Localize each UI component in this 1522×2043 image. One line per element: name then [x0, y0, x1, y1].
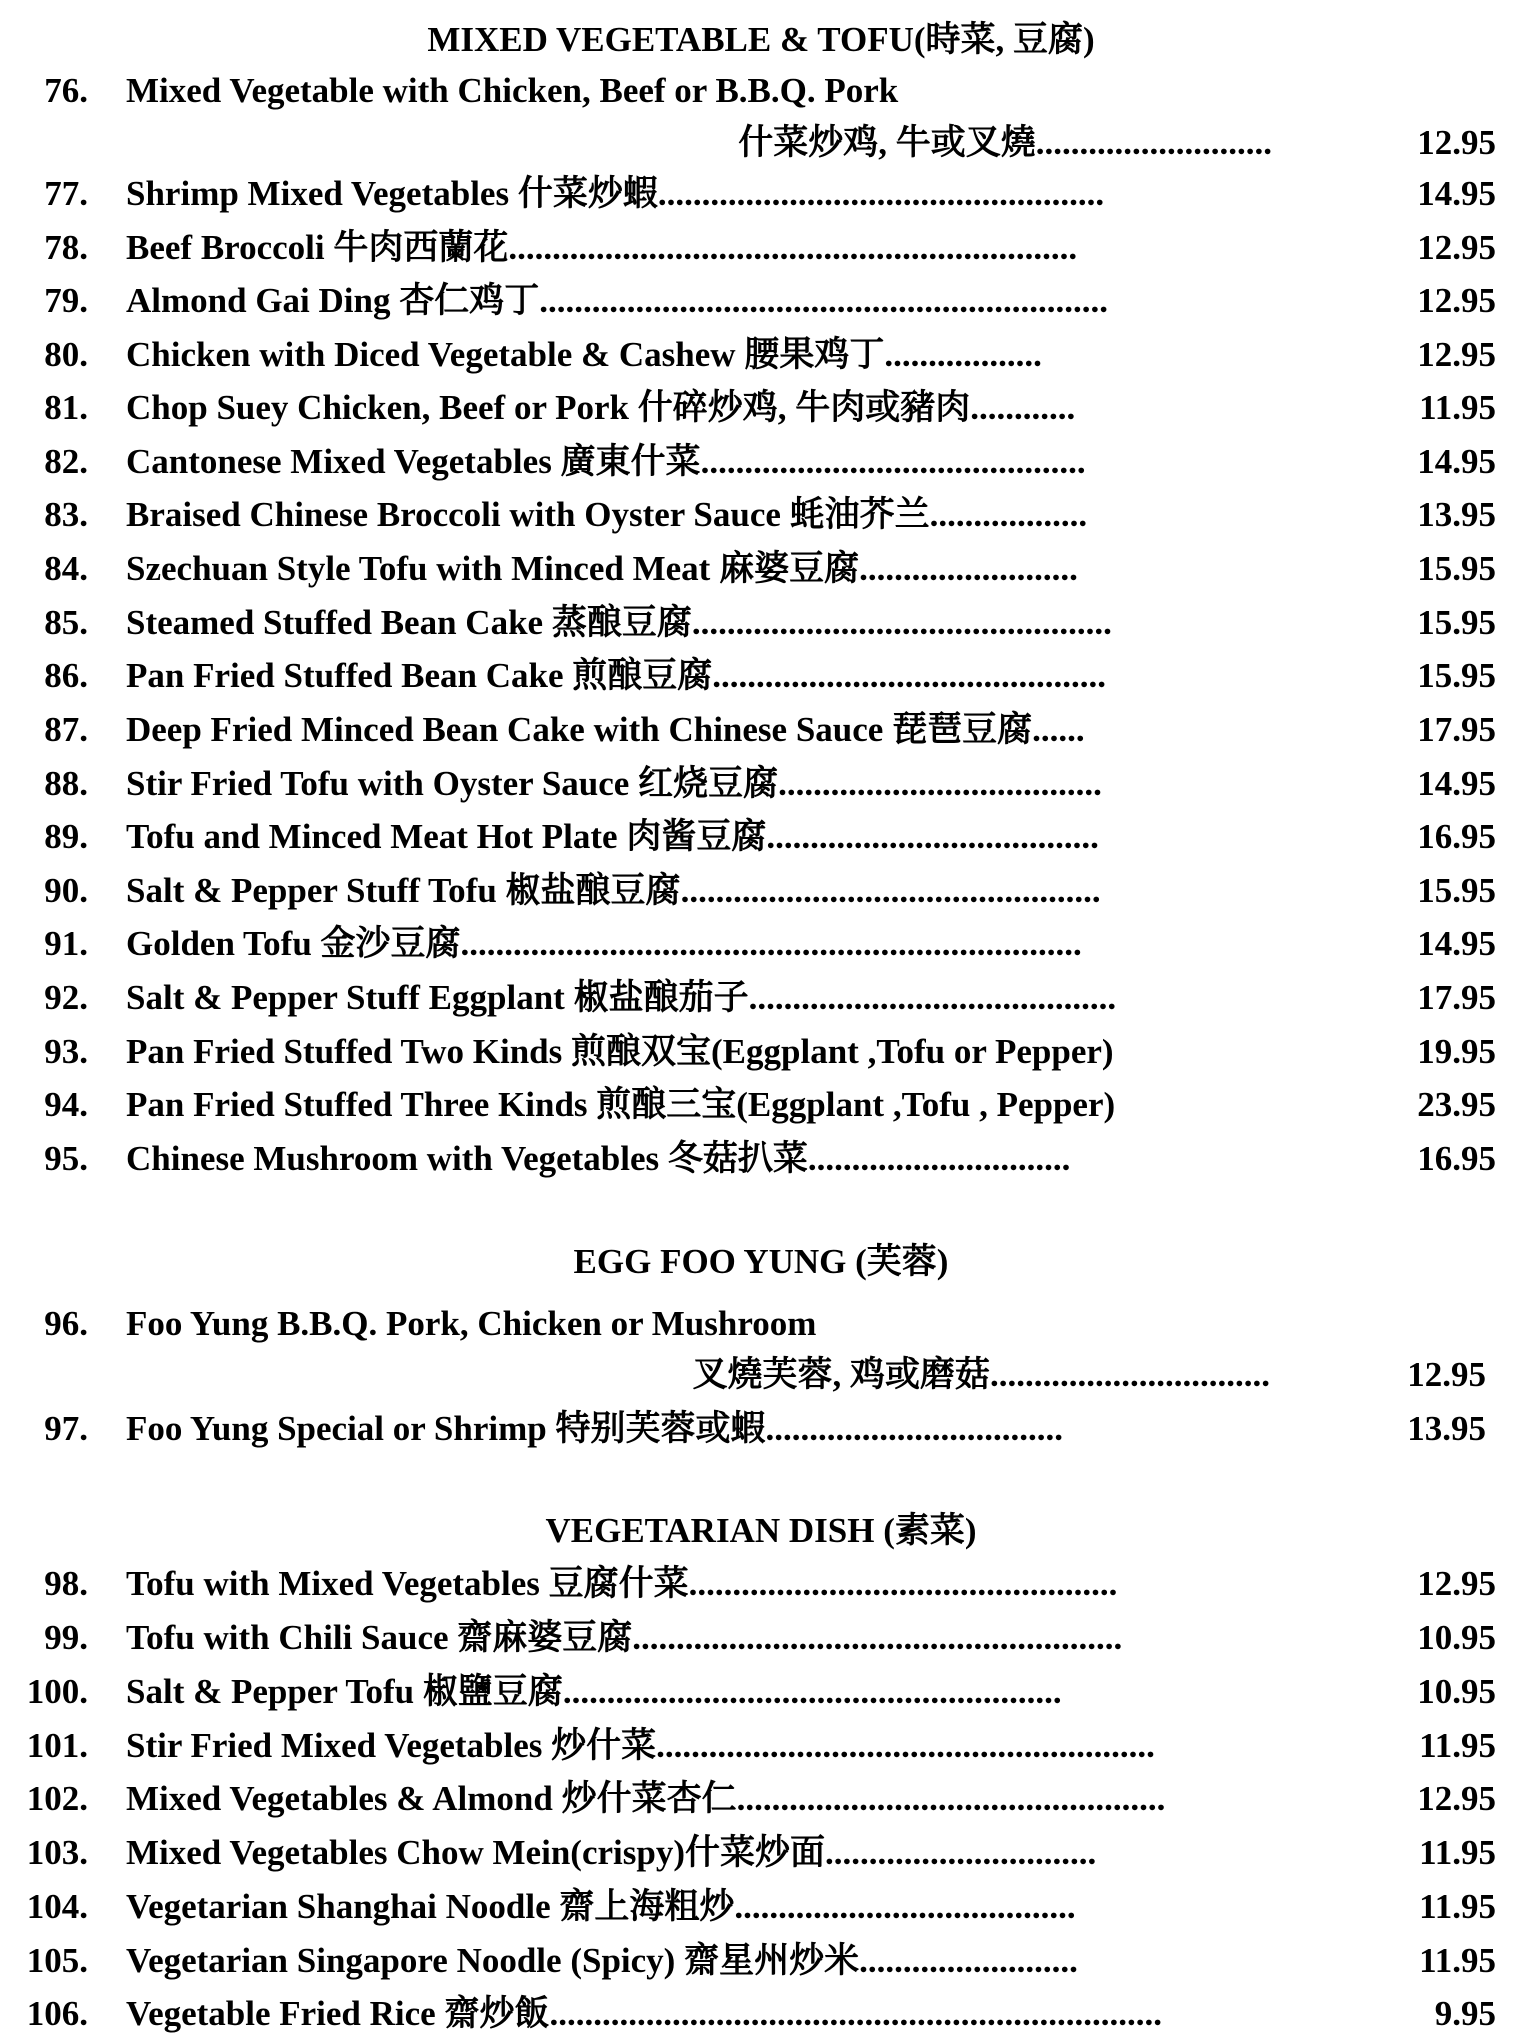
menu-item	[0, 1934, 1522, 1988]
item-name-wrap	[126, 488, 1272, 542]
menu-item	[0, 1557, 1522, 1611]
item-price: 14.95	[1417, 174, 1496, 213]
item-price: 12.95	[1417, 281, 1496, 320]
dot-leader: ........................................................	[632, 1618, 1123, 1657]
item-number: 86.	[44, 656, 88, 695]
item-name: Beef Broccoli 牛肉西蘭花	[126, 228, 509, 267]
item-number: 98.	[44, 1564, 88, 1603]
item-number: 104.	[26, 1887, 88, 1926]
menu-item	[0, 1402, 1522, 1456]
item-price: 15.95	[1417, 871, 1496, 910]
dot-leader: .....................................	[778, 764, 1102, 803]
item-price: 11.95	[1419, 1941, 1496, 1980]
item-name-wrap	[126, 810, 1272, 864]
dot-leader: .........................................................	[656, 1726, 1155, 1765]
item-name: Foo Yung Special or Shrimp 特别芙蓉或蝦	[126, 1409, 766, 1448]
item-name: Braised Chinese Broccoli with Oyster Sauce 蚝油芥兰	[126, 495, 930, 534]
item-price: 12.95	[1417, 1564, 1496, 1603]
item-name-wrap	[126, 757, 1272, 811]
item-name: Golden Tofu 金沙豆腐	[126, 924, 461, 963]
item-number: 96.	[44, 1304, 88, 1343]
item-price: 11.95	[1419, 1833, 1496, 1872]
item-price: 19.95	[1417, 1032, 1496, 1071]
item-price: 12.95	[1417, 335, 1496, 374]
item-number: 79.	[44, 281, 88, 320]
item-number: 80.	[44, 335, 88, 374]
item-name: Chicken with Diced Vegetable & Cashew 腰果鸡丁	[126, 335, 885, 374]
section-title-mixed-vegetable-tofu: MIXED VEGETABLE & TOFU(時菜, 豆腐)	[427, 20, 1095, 59]
item-number: 94.	[44, 1085, 88, 1124]
item-name: Mixed Vegetable with Chicken, Beef or B.B.Q. Pork	[126, 71, 899, 110]
item-name-wrap	[126, 1557, 1272, 1611]
menu-item	[0, 1719, 1522, 1773]
item-name-wrap	[126, 703, 1272, 757]
menu-item	[0, 488, 1522, 542]
menu-item	[0, 328, 1522, 382]
item-name: Steamed Stuffed Bean Cake 蒸酿豆腐	[126, 603, 692, 642]
item-number: 97.	[44, 1409, 88, 1448]
item-name-wrap	[126, 1719, 1272, 1773]
menu-item	[0, 810, 1522, 864]
item-number: 101.	[26, 1726, 88, 1765]
item-name-wrap	[126, 596, 1272, 650]
item-name-wrap	[126, 1665, 1272, 1719]
item-name: Tofu with Chili Sauce 齋麻婆豆腐	[126, 1618, 633, 1657]
dot-leader: ..............................	[807, 1139, 1071, 1178]
item-name: Mixed Vegetables Chow Mein(crispy)什菜炒面	[126, 1833, 825, 1872]
item-name: Vegetable Fried Rice 齋炒飯	[126, 1994, 550, 2033]
menu-item	[0, 542, 1522, 596]
menu-item	[0, 1880, 1522, 1934]
item-number: 99.	[44, 1618, 88, 1657]
item-name-wrap	[126, 328, 1272, 382]
item-number: 100.	[26, 1672, 88, 1711]
menu-item-continuation	[0, 116, 1522, 170]
menu-item	[0, 1665, 1522, 1719]
menu-item	[0, 167, 1522, 221]
item-name-wrap	[126, 971, 1272, 1025]
item-subname: 叉燒芙蓉, 鸡或磨菇	[692, 1355, 990, 1394]
item-name-wrap	[126, 864, 1272, 918]
dot-leader: .......................................	[734, 1887, 1076, 1926]
dot-leader: ................................................	[680, 871, 1101, 910]
item-price: 14.95	[1417, 764, 1496, 803]
item-price: 16.95	[1417, 1139, 1496, 1178]
item-price: 12.95	[1417, 228, 1496, 267]
dot-leader: ......	[1032, 710, 1085, 749]
item-price: 14.95	[1417, 924, 1496, 963]
item-subname: 什菜炒鸡, 牛或叉燒	[738, 123, 1036, 162]
menu-item	[0, 971, 1522, 1025]
item-subname-wrap	[0, 116, 1272, 170]
dot-leader: ..................	[884, 335, 1042, 374]
item-price: 12.95	[1417, 1779, 1496, 1818]
item-price: 16.95	[1417, 817, 1496, 856]
dot-leader: ......................................................................	[549, 1994, 1162, 2033]
item-price: 12.95	[1407, 1355, 1486, 1394]
item-name: Foo Yung B.B.Q. Pork, Chicken or Mushroom	[126, 1304, 817, 1343]
item-name: Szechuan Style Tofu with Minced Meat 麻婆豆腐	[126, 549, 860, 588]
menu-item	[0, 649, 1522, 703]
dot-leader: ..................................	[765, 1409, 1063, 1448]
dot-leader: .........................	[859, 549, 1078, 588]
item-number: 83.	[44, 495, 88, 534]
item-number: 106.	[26, 1994, 88, 2033]
menu-item	[0, 381, 1522, 435]
item-price: 15.95	[1417, 656, 1496, 695]
dot-leader: ......................................	[766, 817, 1099, 856]
item-name-wrap	[126, 435, 1272, 489]
item-number: 77.	[44, 174, 88, 213]
item-name: Salt & Pepper Stuff Eggplant 椒盐酿茄子	[126, 978, 749, 1017]
item-number: 88.	[44, 764, 88, 803]
item-price: 9.95	[1434, 1994, 1496, 2033]
item-price: 11.95	[1419, 388, 1496, 427]
item-number: 103.	[26, 1833, 88, 1872]
item-name: Deep Fried Minced Bean Cake with Chinese Sauce 琵琶豆腐	[126, 710, 1033, 749]
item-price: 14.95	[1417, 442, 1496, 481]
menu-item	[0, 864, 1522, 918]
item-price: 12.95	[1417, 123, 1496, 162]
menu-item	[0, 64, 1522, 118]
item-number: 105.	[26, 1941, 88, 1980]
dot-leader: ............................................	[700, 442, 1086, 481]
item-name-wrap	[126, 1402, 1272, 1456]
item-name: Stir Fried Tofu with Oyster Sauce 红烧豆腐	[126, 764, 779, 803]
menu-item	[0, 1025, 1522, 1079]
item-price: 15.95	[1417, 603, 1496, 642]
dot-leader: ................................................	[691, 603, 1112, 642]
item-price: 23.95	[1417, 1085, 1496, 1124]
section-title-egg-foo-yung: EGG FOO YUNG (芙蓉)	[573, 1242, 949, 1281]
item-number: 89.	[44, 817, 88, 856]
dot-leader: ...............................	[824, 1833, 1097, 1872]
dot-leader: ..........................................	[748, 978, 1117, 1017]
item-name-wrap	[126, 649, 1272, 703]
menu-item	[0, 917, 1522, 971]
menu-item	[0, 1826, 1522, 1880]
item-name: Pan Fried Stuffed Bean Cake 煎酿豆腐	[126, 656, 713, 695]
item-price: 11.95	[1419, 1726, 1496, 1765]
item-price: 17.95	[1417, 978, 1496, 1017]
dot-leader: .........................................................	[562, 1672, 1062, 1711]
item-number: 81.	[44, 388, 88, 427]
dot-leader: .................................................................	[508, 228, 1078, 267]
dot-leader: ............	[970, 388, 1076, 427]
item-name: Chinese Mushroom with Vegetables 冬菇扒菜	[126, 1139, 808, 1178]
menu-item	[0, 703, 1522, 757]
dot-leader: .................................................	[736, 1779, 1166, 1818]
item-name-wrap	[126, 917, 1272, 971]
item-name-wrap	[126, 167, 1272, 221]
item-name-wrap	[126, 1772, 1272, 1826]
item-name-wrap	[126, 1880, 1272, 1934]
item-name: Pan Fried Stuffed Three Kinds 煎酿三宝(Eggplant ,Tofu , Pepper)	[126, 1085, 1116, 1124]
item-number: 78.	[44, 228, 88, 267]
item-name: Mixed Vegetables & Almond 炒什菜杏仁	[126, 1779, 737, 1818]
menu-item-continuation	[0, 1348, 1522, 1402]
item-name: Pan Fried Stuffed Two Kinds 煎酿双宝(Eggplant ,Tofu or Pepper)	[126, 1032, 1114, 1071]
item-name: Salt & Pepper Tofu 椒鹽豆腐	[126, 1672, 563, 1711]
item-name-wrap	[126, 542, 1272, 596]
item-number: 90.	[44, 871, 88, 910]
item-name: Almond Gai Ding 杏仁鸡丁	[126, 281, 540, 320]
item-price: 17.95	[1417, 710, 1496, 749]
item-name: Cantonese Mixed Vegetables 廣東什菜	[126, 442, 701, 481]
menu-item	[0, 1987, 1522, 2041]
item-name: Shrimp Mixed Vegetables 什菜炒蝦	[126, 174, 658, 213]
menu-item	[0, 435, 1522, 489]
item-name-wrap	[126, 1611, 1272, 1665]
item-price: 13.95	[1407, 1409, 1486, 1448]
item-name-wrap	[126, 1987, 1272, 2041]
menu-item	[0, 1611, 1522, 1665]
item-price: 15.95	[1417, 549, 1496, 588]
dot-leader: .................................................................	[539, 281, 1108, 320]
item-price: 10.95	[1417, 1618, 1496, 1657]
menu-item	[0, 1297, 1522, 1351]
menu-item	[0, 1772, 1522, 1826]
item-name: Stir Fried Mixed Vegetables 炒什菜	[126, 1726, 657, 1765]
dot-leader: .......................................................................	[460, 924, 1082, 963]
item-name: Tofu and Minced Meat Hot Plate 肉酱豆腐	[126, 817, 767, 856]
dot-leader: .................................................	[688, 1564, 1118, 1603]
item-number: 82.	[44, 442, 88, 481]
item-subname-wrap	[0, 1348, 1270, 1402]
item-number: 84.	[44, 549, 88, 588]
item-price: 11.95	[1419, 1887, 1496, 1926]
dot-leader: .........................	[859, 1941, 1078, 1980]
item-number: 85.	[44, 603, 88, 642]
item-name: Vegetarian Shanghai Noodle 齋上海粗炒	[126, 1887, 735, 1926]
item-name: Vegetarian Singapore Noodle (Spicy) 齋星州炒米	[126, 1941, 860, 1980]
dot-leader: ...........................	[1035, 123, 1272, 162]
item-number: 93.	[44, 1032, 88, 1071]
item-name-wrap	[126, 1132, 1272, 1186]
dot-leader: ...................................................	[657, 174, 1105, 213]
item-price: 10.95	[1417, 1672, 1496, 1711]
item-number: 76.	[44, 71, 88, 110]
item-price: 13.95	[1417, 495, 1496, 534]
item-name: Chop Suey Chicken, Beef or Pork 什碎炒鸡, 牛肉或豬肉	[126, 388, 971, 427]
item-number: 92.	[44, 978, 88, 1017]
item-name-wrap	[126, 274, 1272, 328]
menu-item	[0, 221, 1522, 275]
menu-item	[0, 1078, 1522, 1132]
menu-item	[0, 1132, 1522, 1186]
dot-leader: ..................	[929, 495, 1088, 534]
item-number: 87.	[44, 710, 88, 749]
dot-leader: ................................	[990, 1355, 1270, 1394]
item-name-wrap	[126, 1826, 1272, 1880]
section-title-vegetarian-dish: VEGETARIAN DISH (素菜)	[545, 1511, 977, 1550]
item-name: Salt & Pepper Stuff Tofu 椒盐酿豆腐	[126, 871, 681, 910]
menu-item	[0, 757, 1522, 811]
item-name-wrap	[126, 1934, 1272, 1988]
dot-leader: .............................................	[712, 656, 1107, 695]
menu-item	[0, 596, 1522, 650]
item-number: 91.	[44, 924, 88, 963]
item-number: 102.	[26, 1779, 88, 1818]
item-name: Tofu with Mixed Vegetables 豆腐什菜	[126, 1564, 689, 1603]
item-name-wrap	[126, 381, 1272, 435]
item-number: 95.	[44, 1139, 88, 1178]
menu-item	[0, 274, 1522, 328]
item-name-wrap	[126, 221, 1272, 275]
